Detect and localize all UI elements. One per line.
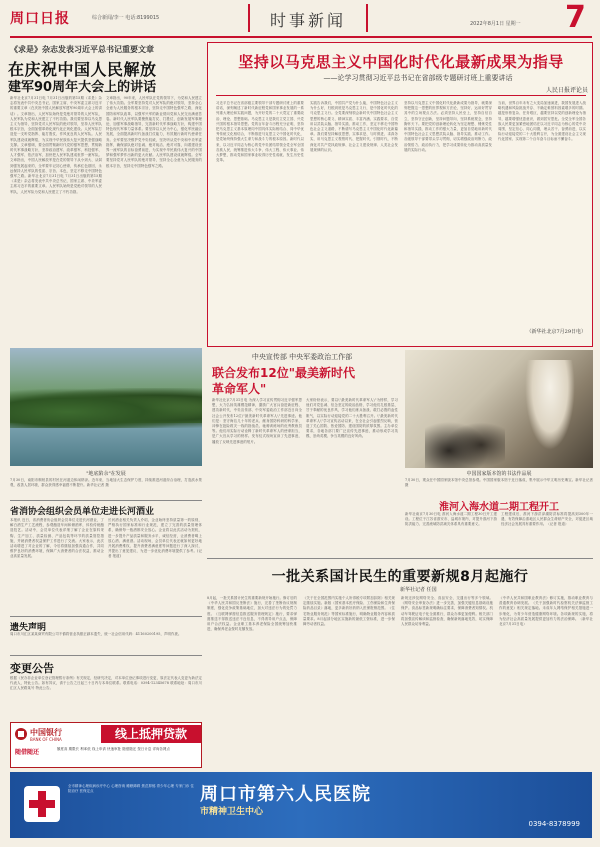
- hospital-phone: 0394-8378999: [528, 820, 580, 828]
- loan-sub: 随借随还: [15, 749, 40, 756]
- museum-photo: [405, 350, 593, 468]
- rules-byline: 新华社记者 任国: [400, 587, 437, 593]
- consumer-kicker: 省消协会组织会员单位走进长河酒业: [10, 507, 155, 517]
- masthead: [0, 0, 600, 42]
- change-notice-body: 根据《民办非企业单位登记管理暂行条例》有关规定，经研究决定，对本单位登记事项进行变更，原法定代表人变更为新法定代表人，特此公告。如有异议，请于公告之日起三十日内与本单位联系。联系电话：0394-12345678 联系地址：周口市川汇区人民路某号 特此公告。: [10, 676, 202, 691]
- page-date: 2022年8月1日 星期一: [470, 21, 521, 27]
- masthead-meta: 综合新闻/李一 电话:8199015: [92, 15, 160, 21]
- masthead-rule: [10, 36, 592, 38]
- feature-footer: （新华社北京7月29日电）: [526, 329, 586, 335]
- feature-col-1: 习近平总书记在省部级主要领导干部专题研讨班上的重要讲话，深刻阐述了新时代新征程党和国家事业发展的一系列重大理论和实践问题，为开好党的二十大奠定了重要政治、理论、思想基础。马克思主义是我们立党立国、兴党兴国的根本指导思想。党的百年奋斗历程充分证明，坚持把马克思主义基本原理同中国具体实际相结合、同中华优秀传统文化相结合，不断推进马克思主义中国化时代化，是党始终保持强大生命力和战斗力的根本原因。新时代以来，以习近平同志为核心的党中央团结带领全党全军全国各族人民，统筹推进伟大斗争、伟大工程、伟大事业、伟大梦想，推动党和国家事业取得历史性成就、发生历史性变革。: [216, 101, 304, 163]
- photo-water: [10, 423, 202, 466]
- release-kicker: 中央宣传部 中央军委政治工作部: [251, 353, 353, 361]
- change-notice-label: 变更公告: [10, 662, 54, 675]
- photo-caption-body: 7月30日，南阳市桐柏县的村民在河道边休闲纳凉。近年来，当地加大生态保护力度，持续推进河道综合治理，打造滨水景观，改善人居环境，群众获得感幸福感不断提升。新华社记者 摄: [10, 478, 202, 488]
- photo-caption-left: "地底陷余"在发展: [86, 471, 126, 477]
- loan-banner: 线上抵押贷款: [101, 725, 201, 743]
- river-photo: [10, 348, 202, 466]
- consumer-rule: [10, 500, 202, 501]
- feature-box: [207, 42, 593, 347]
- hospital-body: 全市精神心理疾病诊疗中心 心理咨询 睡眠障碍 焦虑抑郁 青少年心理 专家门诊 住院治疗 医保定点: [68, 784, 194, 794]
- museum-body-2: 工程建成后，淮河下游洪泽湖防洪标准将提高到300年一遇，有效保障沿淮地区人民群众生命财产安全，对促进区域经济社会发展具有重要作用。（记者 报道）: [501, 512, 593, 527]
- museum-photo-caption: 中国国家版本馆的书法作品展: [466, 471, 532, 477]
- lost-notice-label: 遗失声明: [10, 623, 47, 633]
- notice-rule: [10, 655, 202, 656]
- feature-col-4: 当前，世界百年未有之大变局加速演进，我国发展进入战略机遇和风险挑战并存、不确定难预料因素增多的时期。越是形势复杂、任务艰巨，越要坚持以党的创新理论为指导，越要增强忧患意识，做到居安思危。全党全军全国各族人民要更加紧密地团结在以习近平同志为核心的党中央周围，坚定信心、同心同德，埋头苦干、奋勇前进，以实际行动迎接党的二十大胜利召开，为全面建设社会主义现代化国家、实现第二个百年奋斗目标而不懈奋斗。: [498, 101, 586, 142]
- photo-trees: [10, 388, 202, 428]
- feature-col-2: 实践告诉我们，中国共产党为什么能，中国特色社会主义为什么好，归根到底是马克思主义行，是中国化时代化的马克思主义行。全党要深刻领会新时代中国特色社会主义思想的核心要义、精神实质、丰富内涵、实践要求，自觉用以武装头脑、指导实践、推动工作，坚定不移走中国特色社会主义道路，不断谱写马克思主义中国化时代化新篇章。我们要坚持解放思想、实事求是、与时俱进、求真务实，用马克思主义观察时代、把握时代、引领时代，不断深化对共产党执政规律、社会主义建设规律、人类社会发展规律的认识。: [310, 101, 398, 152]
- hospital-ad: [10, 772, 592, 838]
- lost-rule: [10, 616, 202, 617]
- museum-caption-body: 7月30日，观众在中国国家版本馆中央总馆参观。中国国家版本馆于近日落成，集中展示中华文明历史瑰宝。新华社记者 摄: [405, 478, 593, 488]
- rules-col-3: 新规还涉及网络安全、食品安全、交通出行等多个领域。《网络安全审查办法》进一步完善，加强关键信息基础设施保护。食品标签新规明确标注要求，保障消费者知情权。机动车驾驶证电子化全面推行，群众办事更加便利。相关部门将加强宣传解读和监督检查，确保新规落地见效，切实保障人民群众切身利益。: [401, 596, 493, 627]
- hospital-sub: 市精神卫生中心: [200, 807, 264, 817]
- rules-headline: 一批关系国计民生的重要新规8月起施行: [271, 569, 529, 585]
- lead-left-kicker: 《求是》杂志发表习近平总书记重要文章: [10, 44, 154, 54]
- masthead-logo: 周口日报: [10, 11, 70, 27]
- bank-name: 中国银行: [30, 727, 62, 737]
- hospital-name: 周口市第六人民医院: [200, 784, 371, 805]
- release-headline-2: 革命军人": [212, 382, 267, 396]
- lead-left-headline-2: 建军90周年大会上的讲话: [8, 80, 157, 95]
- loan-body: 额度高 期限长 利率低 线上申请 快速审批 随借随还 按日计息 详询各网点: [57, 747, 170, 751]
- feature-byline: 人民日报评论员: [545, 87, 588, 94]
- page-number: 7: [565, 0, 586, 35]
- feature-rule: [216, 95, 586, 96]
- bank-en: BANK OF CHINA: [30, 737, 62, 742]
- feature-subhead: ——论学习贯彻习近平总书记在省部级专题研讨班上重要讲话: [323, 74, 513, 82]
- rules-col-2: 《关于在全国范围内实施个人所得税专项附加扣除》相关规定继续实施。新版《国家基本医疗保险、工伤保险和生育保险药品目录》落地，更多新药好药纳入医保报销范围。《住宅物业服务规范》等国家标准施行，明确物业服务内容和质量要求。8月起部分地区实施新的最低工资标准，进一步保障劳动者权益。: [303, 596, 395, 627]
- rules-col-1: 8月起，一批关系国计民生的重要新规开始施行。修订后的《中华人民共和国反垄断法》施行，完善了垄断协议规制制度，强化竞争政策基础地位，加大对违法行为的处罚力度。《互联网弹窗信息推送服务管理规定》施行，要求弹窗推送不得推送违法不良信息，不得诱导用户点击，保障用户合法权益。企业职工基本养老保险全国统筹加快推进，确保养老金按时足额发放。: [207, 596, 297, 632]
- release-body-1: 新华社北京7月31日电 为深入学习宣传贯彻习近平强军思想，大力弘扬英雄模范精神，激励广大官兵奋进新征程、建功新时代，中央宣传部、中央军委政治工作部近日向全社会公开发布12位\"最美新时代革命军人\"先进事迹。他们是：坚守海岛几十年的老兵、献身国防科研的科学家、冲锋在抢险救灾一线的指战员、驰骋训练场的优秀教练员等。他们用实际行动诠释了新时代革命军人的使命担当，是广大官兵学习的榜样。发布仪式现场宣读了先进事迹，播放了反映先进事迹的短片。: [212, 398, 302, 444]
- release-body-2: 大家纷纷表示，要以\"最美新时代革命军人\"为榜样，学习他们对党忠诚、信念坚定的政治品格，学习他们扎根基层、甘于奉献的优良作风，学习他们练兵备战、敢打必胜的血性胆气，以实际行动迎接党的二十大胜利召开。\"最美新时代革命军人\"学习宣传活动以来，在全社会引起强烈反响，营造了关心国防、热爱国防、建设国防的浓厚氛围。主办单位要求，各地各部门要广泛宣传先进事迹，推动形成学习英模、崇尚英模、争当英模的良好风尚。: [306, 398, 398, 439]
- bank-logo-icon: [15, 728, 27, 740]
- section-title: 时事新闻: [269, 11, 346, 30]
- consumer-body-2: 长河酒业相关负责人介绍，企业始终坚持质量第一的原则，严格执行国家标准和行业规范，建立了完善的质量管理体系，确保每一瓶酒都安全放心。企业将以此次活动为契机，进一步提升产品质量和服务水平，诚信经营，让消费者喝上放心酒、满意酒。活动现场，会员单位代表还就如何更好地开展消费维权、提升消费者满意度等问题进行了深入探讨，并提出了意见建议，为进一步优化消费环境提供了参考。(记者 报道): [108, 518, 202, 559]
- lead-left-body: 新华社北京7月31日电 7月31日出版的第15期《求是》杂志将发表中共中央总书记、国家主席、中央军委主席习近平的重要文章《在庆祝中国人民解放军建军90周年大会上的讲话》。文章指出，人民军队始终是党绝对领导的人民军队，人民军队为党和人民建立了不朽功勋。我们要坚持以马克思主义为指导，坚持党对人民军队的绝对领导，坚持人民军队根本宗旨，全面加强革命化现代化正规化建设。人民军队打造是一支听党指挥、能打胜仗、作风优良的人民军队。人民军队建设成就辉煌，为实现中华民族伟大复兴提供坚强战略支撑。文章强调，要全面贯彻新时代党的强军思想，贯彻新时代军事战略方针，坚持政治建军、改革强军、科技强军、人才强军、依法治军，加快把人民军队建成世界一流军队。文章指出，中国人民解放军是在党的领导下从小到大、从弱到强发展起来的，全军要牢记初心使命，传承红色基因，永远保持人民军队的性质、宗旨、本色，坚定不移走中国特色强军之路。新华社北京7月31日电 7月31日出版的第15期《求是》杂志将发表中共中央总书记、国家主席、中央军委主席习近平的重要文章。人民军队始终是党绝对领导的人民军队，人民军队为党和人民建立了不朽功勋。: [10, 96, 102, 194]
- lead-left-headline-1: 在庆祝中国人民解放: [8, 60, 157, 79]
- lost-notice-body: 周口市川汇区某某商贸有限公司不慎将营业执照正副本遗失，统一社会信用代码：41160200195，声明作废。: [10, 632, 182, 636]
- lead-left-body-2: 文章指出，90年来，人民军队在党的领导下，为党和人民建立了伟大功勋。全军要坚持党对人民军队的绝对领导，坚持全心全意为人民服务的根本宗旨，坚持走中国特色强军之路，深化国防和军队改革，以强军兴军的新业绩向党和人民交出满意答卷。新时代人民军队要聚焦能打仗、打胜仗，创新发展军事理论，加强军事战略指导，完善新时代军事战略方针，构建中国特色现代军事力量体系。要坚持以人民为中心，强化军民融合发展，全面提高新时代备战打仗能力，有效履行新时代使命任务。全军要坚决维护党中央权威，坚决听从党中央和中央军委指挥，确保部队绝对忠诚、绝对纯洁、绝对可靠，向着建设世界一流军队的目标奋勇前进，为实现中华民族伟大复兴的中国梦和强军梦作出新的更大贡献。人民军队建设成就辉煌。全军要坚持党对人民军队的绝对领导，坚持全心全意为人民服务的根本宗旨，坚持走中国特色强军之路。: [106, 96, 202, 168]
- museum-headline: 淮河入海水道二期工程开工: [439, 502, 559, 513]
- photo-exhibit: [525, 360, 575, 450]
- photo-visitors: [425, 410, 505, 468]
- bank-ad: [10, 722, 202, 768]
- release-headline-1: 联合发布12位"最美新时代: [212, 366, 355, 380]
- museum-body-1: 新华社南京7月30日电 淮河入海水道二期工程30日开工建设。工程位于江苏省淮安市、盐城市境内，对提升淮河下游防洪能力、完善流域防洪减灾体系具有重要意义。: [405, 512, 497, 527]
- rules-rule: [207, 558, 593, 559]
- rules-col-4: 《中华人民共和国职业教育法》修订实施，推动职业教育与普通教育协调发展。《关于加强新时代检察机关法律监督工作的意见》相关规定落地。未成年人网络保护相关措施进一步细化，为青少年营造健康网络环境。各项新规的实施，将为经济社会高质量发展提供更加有力的法治保障。（新华社北京7月31日电）: [499, 596, 593, 627]
- feature-headline: 坚持以马克思主义中国化时代化最新成果为指导: [238, 53, 564, 71]
- consumer-body-1: 本报讯 近日，省消费者协会组织会员单位走进长河酒业，了解白酒生产工艺流程，参观酿造车间和储酒库，体验传统酿造技艺。活动中，会员单位代表详细了解了企业在原料采购、生产加工、质量检测、产品包装等环节的质量管控措施，并就消费者权益保护工作进行了交流。大家表示，此次活动增进了对企业的了解，今后将继续加强沟通合作，共同维护良好的消费环境，保障广大消费者的合法权益，推动企业高质量发展。: [10, 518, 104, 559]
- hospital-cross-icon: [24, 786, 60, 822]
- feature-col-3: 坚持以马克思主义中国化时代化最新成果为指导，就要深刻把握这一思想的世界观和方法论，坚持好、运用好贯穿其中的立场观点方法。必须坚持人民至上，坚持自信自立，坚持守正创新，坚持问题导向，坚持系统观念，坚持胸怀天下。要把党的创新理论转化为坚定理想、锤炼党性和指导实践、推动工作的强大力量，更加自觉地用新时代中国特色社会主义思想武装头脑、指导实践、推动工作。各级领导干部要带头学习贯彻，切实增强政治判断力、政治领悟力、政治执行力，把学习成果转化为推动高质量发展的实际行动。: [404, 101, 492, 152]
